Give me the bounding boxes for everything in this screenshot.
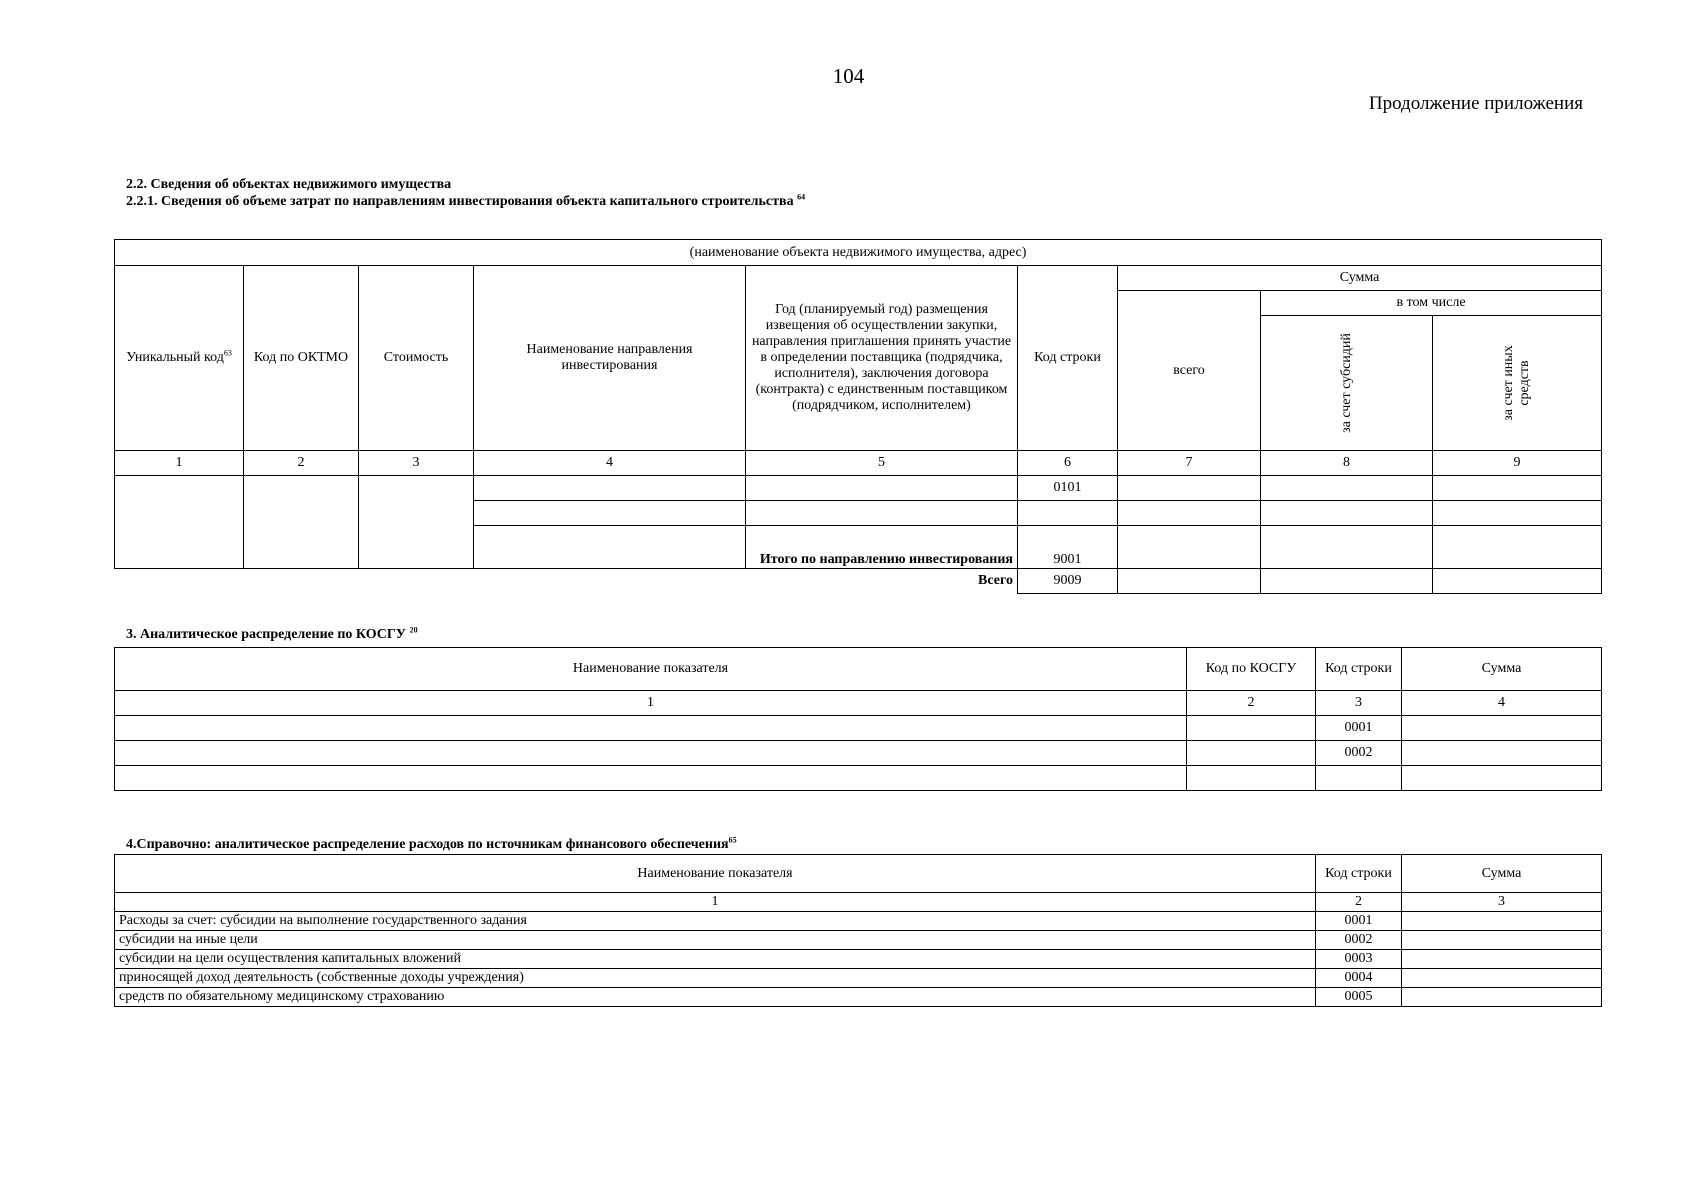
subtotal-label: Итого по направлению инвестирования	[746, 526, 1018, 569]
column-numbers-row: 1 2 3	[115, 893, 1602, 912]
sources-header-name: Наименование показателя	[115, 855, 1316, 893]
funding-sources-table	[114, 854, 1602, 1007]
header-row-code: Код строки	[1018, 266, 1118, 451]
table-row: субсидии на иные цели 0002	[115, 931, 1602, 950]
object-caption: (наименование объекта недвижимого имущества, адрес)	[115, 240, 1602, 266]
column-numbers-row: 1 2 3 4 5 6 7 8 9	[115, 451, 1602, 476]
table-row	[115, 766, 1602, 791]
column-numbers-row: 1 2 3 4	[115, 691, 1602, 716]
investment-costs-table	[114, 239, 1602, 594]
kosgu-header-row-code: Код строки	[1316, 648, 1402, 691]
kosgu-table	[114, 647, 1602, 791]
table-row: Расходы за счет: субсидии на выполнение государственного задания 0001	[115, 912, 1602, 931]
sources-header-sum: Сумма	[1402, 855, 1602, 893]
row-code-9009: 9009	[1018, 569, 1118, 594]
header-including: в том числе	[1261, 291, 1602, 316]
total-row	[115, 569, 1602, 594]
table-row: 0002	[115, 741, 1602, 766]
page-number: 104	[832, 64, 865, 88]
header-unique-code: Уникальный код$^{63}$	[115, 266, 244, 451]
header-other-funds: за счет иных средств	[1433, 316, 1602, 451]
table-row: 0001	[115, 716, 1602, 741]
header-sum: Сумма	[1118, 266, 1602, 291]
table-row: средств по обязательному медицинскому страхованию 0005	[115, 988, 1602, 1007]
kosgu-header-code: Код по КОСГУ	[1187, 648, 1316, 691]
table-row: приносящей доход деятельность (собственные доходы учреждения) 0004	[115, 969, 1602, 988]
row-code-9001: 9001	[1018, 526, 1118, 569]
kosgu-header-sum: Сумма	[1402, 648, 1602, 691]
sources-header-row-code: Код строки	[1316, 855, 1402, 893]
header-year: Год (планируемый год) размещения извещения об осуществлении закупки, направления приглашения принять участие в определении поставщика (подрядчика, исполнителя), заключения договора (контракта) с единственным поставщиком (подрядчиком, исполнителем)	[746, 266, 1018, 451]
header-direction: Наименование направления инвестирования	[474, 266, 746, 451]
total-label: Всего	[115, 569, 1018, 594]
table-row	[115, 476, 1602, 501]
kosgu-header-name: Наименование показателя	[115, 648, 1187, 691]
row-code-0101: 0101	[1018, 476, 1118, 501]
header-subsidies: за счет субсидий	[1261, 316, 1433, 451]
section-3-title: 3. Аналитическое распределение по КОСГУ $^{20}$	[126, 625, 418, 642]
table-row: субсидии на цели осуществления капитальных вложений 0003	[115, 950, 1602, 969]
header-total: всего	[1118, 291, 1261, 451]
section-2-2-title: 2.2. Сведения об объектах недвижимого имущества	[126, 177, 452, 192]
header-oktmo: Код по ОКТМО	[244, 266, 359, 451]
header-cost: Стоимость	[359, 266, 474, 451]
section-2-2-1-title: 2.2.1. Сведения об объеме затрат по направлениям инвестирования объекта капитального строительства $^{64}$	[126, 192, 806, 209]
section-4-title: 4.Справочно: аналитическое распределение расходов по источникам финансового обеспечения$^{65}$	[126, 835, 737, 852]
continuation-label: Продолжение приложения	[1368, 93, 1583, 114]
